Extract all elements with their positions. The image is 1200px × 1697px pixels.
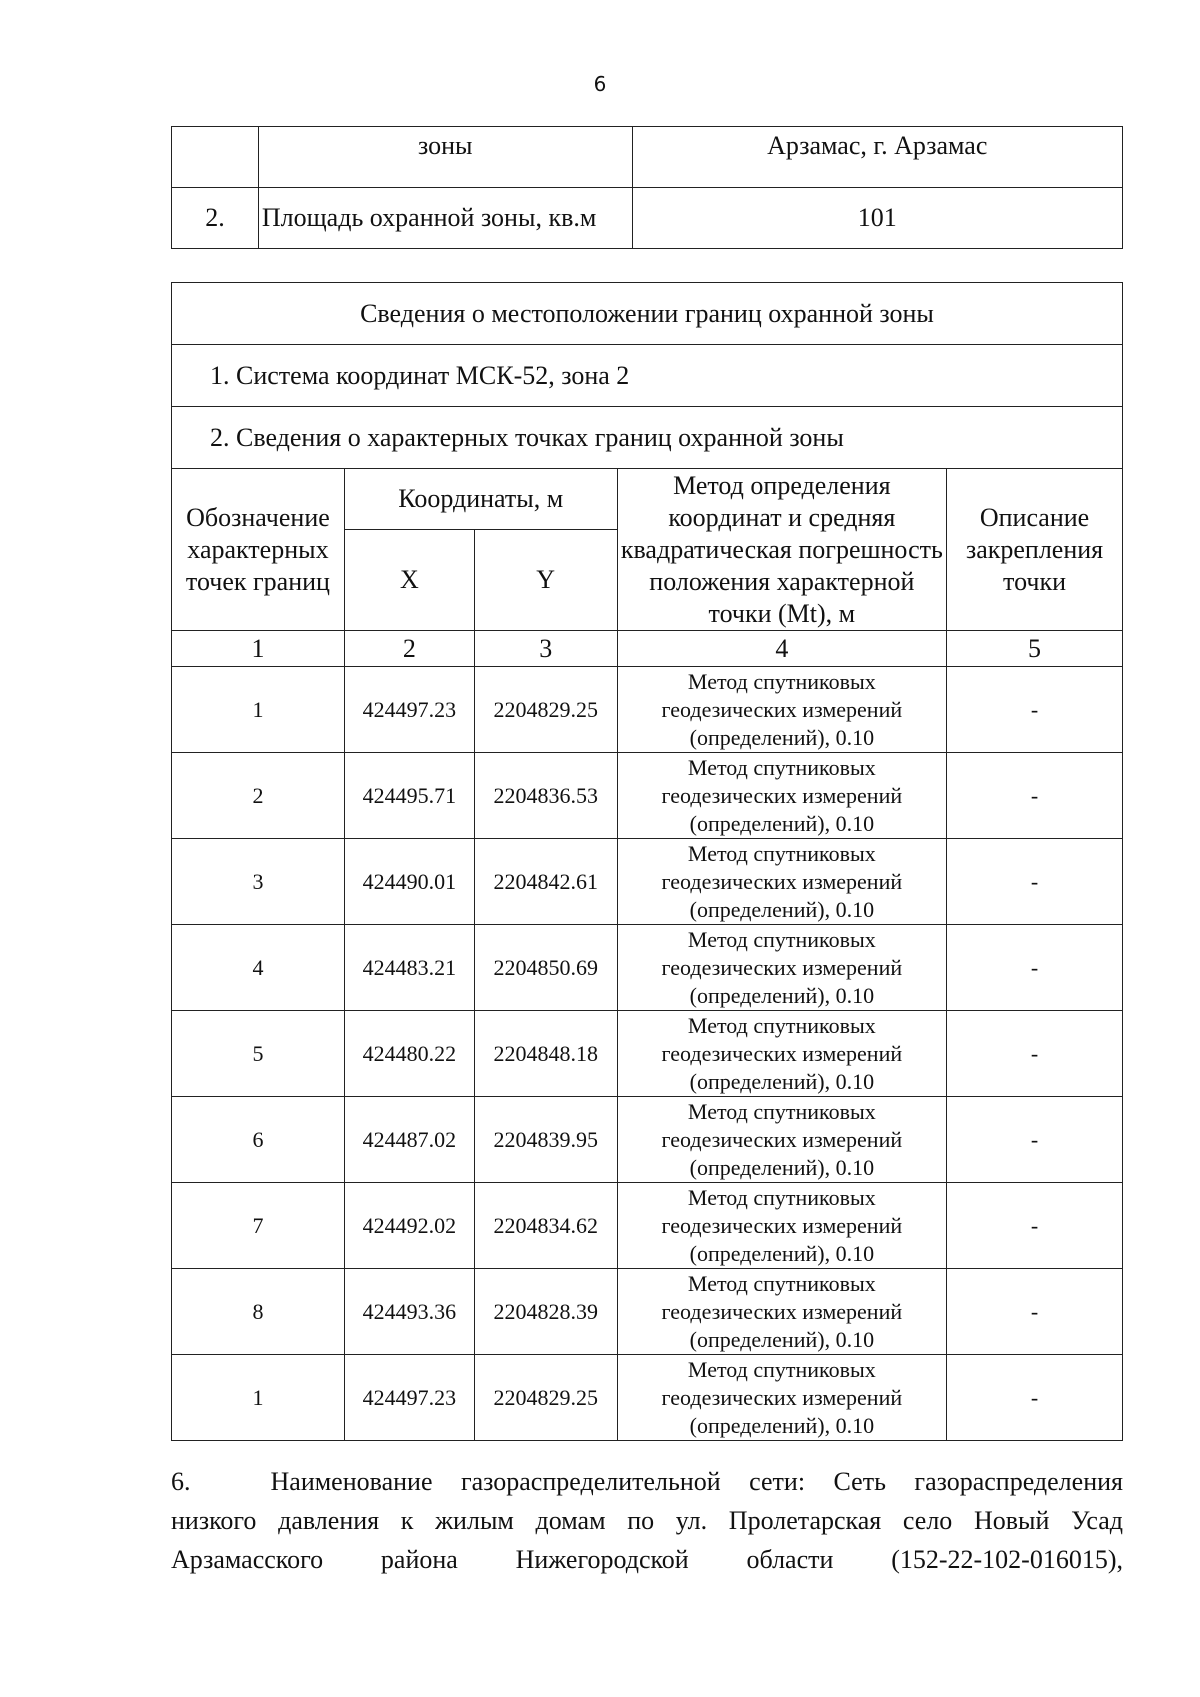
paragraph-line: Наименование газораспределительной сети: Сеть газораспределения xyxy=(270,1467,1123,1496)
y-cell: 2204850.69 xyxy=(474,925,617,1011)
header-coordinates: Координаты, м xyxy=(344,469,617,530)
description-cell: - xyxy=(947,1011,1123,1097)
x-cell: 424492.02 xyxy=(344,1183,474,1269)
method-line: (определений), 0.10 xyxy=(689,1154,875,1180)
description-cell: - xyxy=(947,1183,1123,1269)
method-line: Метод спутниковых xyxy=(687,840,876,866)
method-line: геодезических измерений xyxy=(661,1298,903,1324)
column-number: 3 xyxy=(474,631,617,667)
header-x: X xyxy=(344,530,474,631)
point-cell: 4 xyxy=(172,925,345,1011)
method-cell xyxy=(617,925,946,1011)
row-label: зоны xyxy=(258,127,632,188)
table-row xyxy=(172,1183,1123,1269)
x-cell: 424497.23 xyxy=(344,1355,474,1441)
boundary-points-table xyxy=(171,282,1123,1441)
method-line: геодезических измерений xyxy=(661,1040,903,1066)
point-cell: 6 xyxy=(172,1097,345,1183)
method-cell xyxy=(617,1183,946,1269)
table-row xyxy=(172,925,1123,1011)
header-designation: Обозначение характерных точек границ xyxy=(172,469,345,631)
header-description: Описание закрепления точки xyxy=(947,469,1123,631)
table-row xyxy=(172,1355,1123,1441)
description-cell: - xyxy=(947,753,1123,839)
method-cell xyxy=(617,667,946,753)
method-line: геодезических измерений xyxy=(661,1126,903,1152)
method-cell xyxy=(617,1011,946,1097)
row-value: Арзамас, г. Арзамас xyxy=(632,127,1122,188)
point-cell: 3 xyxy=(172,839,345,925)
method-line: геодезических измерений xyxy=(661,782,903,808)
method-line: (определений), 0.10 xyxy=(689,896,875,922)
point-cell: 7 xyxy=(172,1183,345,1269)
table-row xyxy=(172,1269,1123,1355)
column-number: 4 xyxy=(617,631,946,667)
description-cell: - xyxy=(947,1097,1123,1183)
point-cell: 1 xyxy=(172,667,345,753)
method-line: Метод спутниковых xyxy=(687,1270,876,1296)
x-cell: 424497.23 xyxy=(344,667,474,753)
y-cell: 2204828.39 xyxy=(474,1269,617,1355)
description-cell: - xyxy=(947,839,1123,925)
method-cell xyxy=(617,1355,946,1441)
y-cell: 2204848.18 xyxy=(474,1011,617,1097)
paragraph-line: низкого давления к жилым домам по ул. Пролетарская село Новый Усад xyxy=(171,1506,1123,1535)
method-cell xyxy=(617,1097,946,1183)
table-row xyxy=(172,1097,1123,1183)
header-y: Y xyxy=(474,530,617,631)
method-cell xyxy=(617,753,946,839)
method-line: (определений), 0.10 xyxy=(689,1068,875,1094)
description-cell: - xyxy=(947,1355,1123,1441)
method-line: геодезических измерений xyxy=(661,868,903,894)
x-cell: 424487.02 xyxy=(344,1097,474,1183)
description-cell: - xyxy=(947,667,1123,753)
point-cell: 5 xyxy=(172,1011,345,1097)
x-cell: 424480.22 xyxy=(344,1011,474,1097)
method-line: геодезических измерений xyxy=(661,1212,903,1238)
row-number: 2. xyxy=(172,188,259,249)
table-row xyxy=(172,839,1123,925)
y-cell: 2204834.62 xyxy=(474,1183,617,1269)
point-cell: 1 xyxy=(172,1355,345,1441)
table-row xyxy=(172,1011,1123,1097)
method-line: геодезических измерений xyxy=(661,696,903,722)
page-number: 6 xyxy=(593,72,607,96)
x-cell: 424483.21 xyxy=(344,925,474,1011)
method-line: Метод спутниковых xyxy=(687,754,876,780)
method-line: Метод спутниковых xyxy=(687,1012,876,1038)
method-line: (определений), 0.10 xyxy=(689,982,875,1008)
point-cell: 8 xyxy=(172,1269,345,1355)
y-cell: 2204829.25 xyxy=(474,667,617,753)
x-cell: 424495.71 xyxy=(344,753,474,839)
network-paragraph xyxy=(171,1462,1123,1579)
zone-summary-table xyxy=(171,126,1123,249)
x-cell: 424490.01 xyxy=(344,839,474,925)
method-line: Метод спутниковых xyxy=(687,1356,876,1382)
paragraph-number: 6. xyxy=(171,1467,191,1496)
method-line: (определений), 0.10 xyxy=(689,810,875,836)
y-cell: 2204836.53 xyxy=(474,753,617,839)
method-line: Метод спутниковых xyxy=(687,1098,876,1124)
column-number: 2 xyxy=(344,631,474,667)
method-line: (определений), 0.10 xyxy=(689,724,875,750)
points-title: 2. Сведения о характерных точках границ охранной зоны xyxy=(172,407,1123,469)
x-cell: 424493.36 xyxy=(344,1269,474,1355)
header-method: Метод определения координат и средняя квадратическая погрешность положения характерной точки (Mt), м xyxy=(617,469,946,631)
row-number xyxy=(172,127,259,188)
description-cell: - xyxy=(947,1269,1123,1355)
method-line: (определений), 0.10 xyxy=(689,1326,875,1352)
method-cell xyxy=(617,839,946,925)
method-line: (определений), 0.10 xyxy=(689,1240,875,1266)
method-line: Метод спутниковых xyxy=(687,668,876,694)
paragraph-line: Арзамасского района Нижегородской области (152-22-102-016015), xyxy=(171,1545,1123,1574)
column-number: 1 xyxy=(172,631,345,667)
table-row xyxy=(172,667,1123,753)
method-line: геодезических измерений xyxy=(661,954,903,980)
y-cell: 2204839.95 xyxy=(474,1097,617,1183)
boundary-title: Сведения о местоположении границ охранной зоны xyxy=(172,283,1123,345)
method-line: (определений), 0.10 xyxy=(689,1412,875,1438)
method-line: Метод спутниковых xyxy=(687,1184,876,1210)
point-cell: 2 xyxy=(172,753,345,839)
description-cell: - xyxy=(947,925,1123,1011)
table-row xyxy=(172,753,1123,839)
table-row xyxy=(172,127,1123,188)
y-cell: 2204829.25 xyxy=(474,1355,617,1441)
coordinate-system: 1. Система координат МСК-52, зона 2 xyxy=(172,345,1123,407)
method-line: геодезических измерений xyxy=(661,1384,903,1410)
column-number: 5 xyxy=(947,631,1123,667)
row-label: Площадь охранной зоны, кв.м xyxy=(258,188,632,249)
method-line: Метод спутниковых xyxy=(687,926,876,952)
row-value: 101 xyxy=(632,188,1122,249)
method-cell xyxy=(617,1269,946,1355)
table-row xyxy=(172,188,1123,249)
y-cell: 2204842.61 xyxy=(474,839,617,925)
